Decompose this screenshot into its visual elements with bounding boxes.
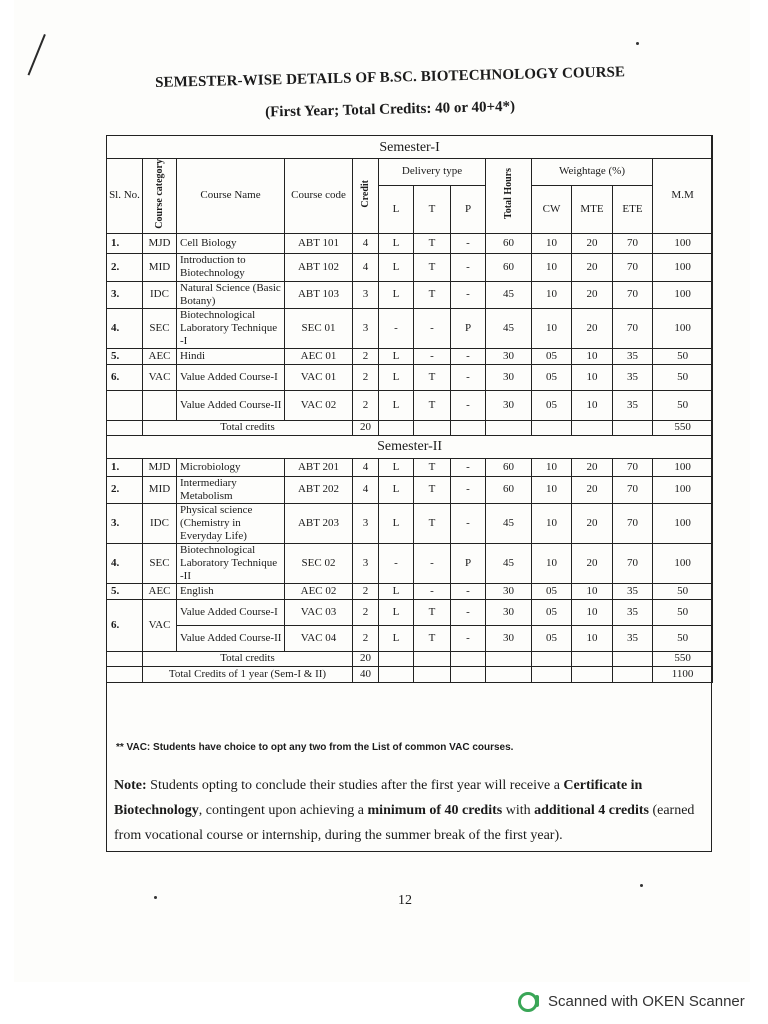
course-category: MJD (143, 458, 177, 476)
delivery-l: L (379, 253, 414, 281)
delivery-p: - (451, 599, 486, 625)
delivery-l: L (379, 583, 414, 599)
course-row (107, 625, 713, 651)
speck (640, 884, 643, 887)
delivery-t: - (414, 543, 451, 583)
weightage-ete: 35 (613, 390, 653, 420)
course-row (107, 348, 713, 364)
total-hours: 60 (486, 233, 532, 253)
course-name: Biotechnological Laboratory Technique -I (177, 308, 285, 348)
course-category: VAC (143, 364, 177, 390)
max-marks: 100 (653, 458, 713, 476)
total-hours: 30 (486, 348, 532, 364)
weightage-ete: 70 (613, 281, 653, 308)
delivery-l: L (379, 599, 414, 625)
max-marks: 100 (653, 253, 713, 281)
total-credits-label: Total credits (143, 651, 353, 666)
max-marks: 100 (653, 308, 713, 348)
column-header-mte: MTE (572, 185, 613, 233)
course-credit: 2 (353, 390, 379, 420)
weightage-mte: 10 (572, 599, 613, 625)
column-header-course-name: Course Name (177, 159, 285, 234)
total-hours: 30 (486, 625, 532, 651)
weightage-cw: 10 (532, 503, 572, 543)
delivery-t: T (414, 476, 451, 503)
scanner-watermark (518, 990, 745, 1012)
course-row (107, 543, 713, 583)
course-credit: 4 (353, 233, 379, 253)
delivery-l: L (379, 348, 414, 364)
column-header-course-code: Course code (285, 159, 353, 234)
course-row (107, 390, 713, 420)
course-table-body (107, 136, 713, 683)
course-code: AEC 02 (285, 583, 353, 599)
course-code: VAC 04 (285, 625, 353, 651)
serial-number: 3. (107, 281, 143, 308)
course-category: SEC (143, 543, 177, 583)
course-category: MJD (143, 233, 177, 253)
weightage-ete: 70 (613, 458, 653, 476)
course-row (107, 281, 713, 308)
total-hours: 60 (486, 476, 532, 503)
serial-number: 5. (107, 583, 143, 599)
course-row (107, 253, 713, 281)
delivery-p: P (451, 308, 486, 348)
note-text-2: , contingent upon achieving a (198, 803, 368, 818)
course-row (107, 233, 713, 253)
max-marks: 50 (653, 625, 713, 651)
certificate-note (114, 773, 704, 848)
weightage-mte: 10 (572, 390, 613, 420)
grand-total-credits: 40 (353, 666, 379, 682)
weightage-cw: 10 (532, 281, 572, 308)
delivery-l: - (379, 308, 414, 348)
course-category: AEC (143, 583, 177, 599)
weightage-cw: 05 (532, 599, 572, 625)
serial-number: 6. (107, 364, 143, 390)
serial-number: 1. (107, 233, 143, 253)
weightage-mte: 10 (572, 364, 613, 390)
course-row (107, 583, 713, 599)
delivery-p: - (451, 233, 486, 253)
course-credit: 2 (353, 348, 379, 364)
weightage-mte: 20 (572, 233, 613, 253)
serial-number: 3. (107, 503, 143, 543)
column-header-credit (353, 159, 379, 234)
delivery-t: T (414, 390, 451, 420)
course-name: Introduction to Biotechnology (177, 253, 285, 281)
course-code: VAC 03 (285, 599, 353, 625)
delivery-p: - (451, 458, 486, 476)
weightage-cw: 10 (532, 458, 572, 476)
course-code: ABT 101 (285, 233, 353, 253)
course-name: Physical science (Chemistry in Everyday Life) (177, 503, 285, 543)
course-code: ABT 201 (285, 458, 353, 476)
oken-logo-icon (518, 990, 540, 1012)
column-header-mm: M.M (653, 159, 713, 234)
course-category: IDC (143, 503, 177, 543)
delivery-p: - (451, 503, 486, 543)
course-row (107, 458, 713, 476)
course-code: VAC 02 (285, 390, 353, 420)
page-title: SEMESTER-WISE DETAILS OF B.SC. BIOTECHNOLOGY COURSE (154, 64, 626, 91)
course-row (107, 476, 713, 503)
column-header-t: T (414, 185, 451, 233)
delivery-l: L (379, 458, 414, 476)
delivery-t: T (414, 599, 451, 625)
page-subtitle: (First Year; Total Credits: 40 or 40+4*) (265, 98, 516, 121)
total-hours: 30 (486, 390, 532, 420)
weightage-cw: 05 (532, 348, 572, 364)
note-text-1: Students opting to conclude their studies after the first year will receive a (146, 778, 564, 793)
weightage-cw: 05 (532, 583, 572, 599)
delivery-p: - (451, 364, 486, 390)
delivery-t: T (414, 503, 451, 543)
column-header-sl-no: Sl. No. (107, 159, 143, 234)
serial-number: 4. (107, 543, 143, 583)
table-header-row (107, 159, 713, 186)
total-hours: 45 (486, 308, 532, 348)
weightage-cw: 05 (532, 625, 572, 651)
column-header-credit-text: Credit (360, 180, 371, 208)
semester-title: Semester-I (107, 136, 713, 159)
total-credits-row (107, 651, 713, 666)
total-hours: 30 (486, 599, 532, 625)
weightage-mte: 20 (572, 476, 613, 503)
max-marks: 50 (653, 364, 713, 390)
weightage-cw: 05 (532, 390, 572, 420)
course-credit: 4 (353, 476, 379, 503)
course-name: Value Added Course-I (177, 364, 285, 390)
vac-footnote: ** VAC: Students have choice to opt any two from the List of common VAC courses. (116, 742, 514, 753)
weightage-ete: 35 (613, 599, 653, 625)
serial-number: 5. (107, 348, 143, 364)
weightage-cw: 10 (532, 543, 572, 583)
course-row (107, 364, 713, 390)
delivery-t: T (414, 458, 451, 476)
delivery-p: - (451, 583, 486, 599)
course-name: Cell Biology (177, 233, 285, 253)
weightage-mte: 20 (572, 458, 613, 476)
total-max-marks: 550 (653, 420, 713, 435)
weightage-cw: 10 (532, 233, 572, 253)
weightage-ete: 35 (613, 364, 653, 390)
page-number: 12 (398, 893, 412, 908)
course-category: VAC (143, 599, 177, 651)
course-category: IDC (143, 281, 177, 308)
weightage-mte: 20 (572, 308, 613, 348)
delivery-t: - (414, 308, 451, 348)
max-marks: 100 (653, 543, 713, 583)
column-header-p: P (451, 185, 486, 233)
grand-total-row (107, 666, 713, 682)
speck (636, 42, 639, 45)
delivery-t: T (414, 281, 451, 308)
grand-total-max-marks: 1100 (653, 666, 713, 682)
course-credit: 3 (353, 281, 379, 308)
course-code: VAC 01 (285, 364, 353, 390)
serial-number: 6. (107, 599, 143, 651)
note-bold-1: Certificate in Biotechnology (114, 778, 643, 818)
column-header-course-category (143, 159, 177, 234)
delivery-t: T (414, 364, 451, 390)
course-row (107, 308, 713, 348)
weightage-ete: 35 (613, 583, 653, 599)
note-bold-2: minimum of 40 credits (367, 803, 503, 818)
course-name: Hindi (177, 348, 285, 364)
weightage-ete: 70 (613, 503, 653, 543)
delivery-p: - (451, 625, 486, 651)
serial-number (107, 390, 143, 420)
delivery-l: L (379, 503, 414, 543)
column-header-total-hours-text: Total Hours (503, 168, 514, 220)
max-marks: 100 (653, 476, 713, 503)
delivery-p: - (451, 281, 486, 308)
course-name: Intermediary Metabolism (177, 476, 285, 503)
column-header-delivery-type: Delivery type (379, 159, 486, 186)
weightage-cw: 10 (532, 476, 572, 503)
max-marks: 50 (653, 583, 713, 599)
course-name: Value Added Course-II (177, 390, 285, 420)
course-name: Value Added Course-II (177, 625, 285, 651)
semester-heading-row (107, 435, 713, 458)
course-credit: 2 (353, 625, 379, 651)
course-row (107, 599, 713, 625)
delivery-t: T (414, 625, 451, 651)
course-category: MID (143, 476, 177, 503)
course-credit: 3 (353, 308, 379, 348)
course-code: SEC 02 (285, 543, 353, 583)
serial-number: 4. (107, 308, 143, 348)
total-hours: 45 (486, 281, 532, 308)
weightage-ete: 70 (613, 233, 653, 253)
delivery-l: - (379, 543, 414, 583)
delivery-l: L (379, 390, 414, 420)
max-marks: 100 (653, 233, 713, 253)
delivery-l: L (379, 233, 414, 253)
course-code: ABT 102 (285, 253, 353, 281)
delivery-p: P (451, 543, 486, 583)
course-code: AEC 01 (285, 348, 353, 364)
max-marks: 50 (653, 390, 713, 420)
weightage-cw: 10 (532, 308, 572, 348)
max-marks: 100 (653, 281, 713, 308)
delivery-p: - (451, 253, 486, 281)
weightage-ete: 70 (613, 543, 653, 583)
semester-title: Semester-II (107, 435, 713, 458)
column-header-course-category-text: Course category (154, 159, 165, 229)
delivery-l: L (379, 625, 414, 651)
course-name: Natural Science (Basic Botany) (177, 281, 285, 308)
total-hours: 60 (486, 253, 532, 281)
weightage-mte: 10 (572, 348, 613, 364)
course-credit: 2 (353, 599, 379, 625)
weightage-mte: 20 (572, 253, 613, 281)
total-credits-value: 20 (353, 651, 379, 666)
semester-heading-row (107, 136, 713, 159)
weightage-cw: 05 (532, 364, 572, 390)
total-credits-label: Total credits (143, 420, 353, 435)
max-marks: 50 (653, 599, 713, 625)
delivery-p: - (451, 390, 486, 420)
course-credit: 4 (353, 253, 379, 281)
scanner-text: Scanned with OKEN Scanner (548, 992, 745, 1010)
total-hours: 45 (486, 543, 532, 583)
course-credit: 3 (353, 503, 379, 543)
course-credit: 3 (353, 543, 379, 583)
course-row (107, 503, 713, 543)
delivery-l: L (379, 476, 414, 503)
delivery-t: T (414, 233, 451, 253)
total-hours: 30 (486, 583, 532, 599)
course-category: SEC (143, 308, 177, 348)
course-name: Microbiology (177, 458, 285, 476)
course-code: ABT 203 (285, 503, 353, 543)
weightage-ete: 70 (613, 476, 653, 503)
course-credit: 2 (353, 364, 379, 390)
weightage-mte: 20 (572, 503, 613, 543)
course-table (106, 135, 713, 683)
note-label: Note: (114, 778, 147, 793)
speck (154, 896, 157, 899)
course-credit: 4 (353, 458, 379, 476)
course-code: ABT 202 (285, 476, 353, 503)
column-header-l: L (379, 185, 414, 233)
weightage-mte: 10 (572, 625, 613, 651)
delivery-l: L (379, 281, 414, 308)
delivery-l: L (379, 364, 414, 390)
weightage-ete: 35 (613, 348, 653, 364)
serial-number: 2. (107, 476, 143, 503)
total-hours: 30 (486, 364, 532, 390)
weightage-mte: 10 (572, 583, 613, 599)
max-marks: 50 (653, 348, 713, 364)
serial-number: 2. (107, 253, 143, 281)
column-header-weightage: Weightage (%) (532, 159, 653, 186)
course-code: SEC 01 (285, 308, 353, 348)
course-name: Biotechnological Laboratory Technique -II (177, 543, 285, 583)
grand-total-label: Total Credits of 1 year (Sem-I & II) (143, 666, 353, 682)
column-header-ete: ETE (613, 185, 653, 233)
weightage-cw: 10 (532, 253, 572, 281)
course-category: AEC (143, 348, 177, 364)
delivery-p: - (451, 348, 486, 364)
note-text-3: with (502, 803, 535, 818)
course-category (143, 390, 177, 420)
delivery-p: - (451, 476, 486, 503)
total-credits-row (107, 420, 713, 435)
serial-number: 1. (107, 458, 143, 476)
delivery-t: - (414, 348, 451, 364)
course-category: MID (143, 253, 177, 281)
course-code: ABT 103 (285, 281, 353, 308)
note-text-4: (earned from vocational course or internship, during the summer break of the first year). (114, 803, 695, 843)
delivery-t: T (414, 253, 451, 281)
course-name: Value Added Course-I (177, 599, 285, 625)
weightage-mte: 20 (572, 281, 613, 308)
weightage-ete: 70 (613, 253, 653, 281)
weightage-ete: 35 (613, 625, 653, 651)
note-bold-3: additional 4 credits (534, 803, 649, 818)
course-credit: 2 (353, 583, 379, 599)
max-marks: 100 (653, 503, 713, 543)
total-hours: 45 (486, 503, 532, 543)
column-header-cw: CW (532, 185, 572, 233)
course-name: English (177, 583, 285, 599)
delivery-t: - (414, 583, 451, 599)
column-header-total-hours (486, 159, 532, 234)
total-credits-value: 20 (353, 420, 379, 435)
total-hours: 60 (486, 458, 532, 476)
total-max-marks: 550 (653, 651, 713, 666)
weightage-ete: 70 (613, 308, 653, 348)
weightage-mte: 20 (572, 543, 613, 583)
